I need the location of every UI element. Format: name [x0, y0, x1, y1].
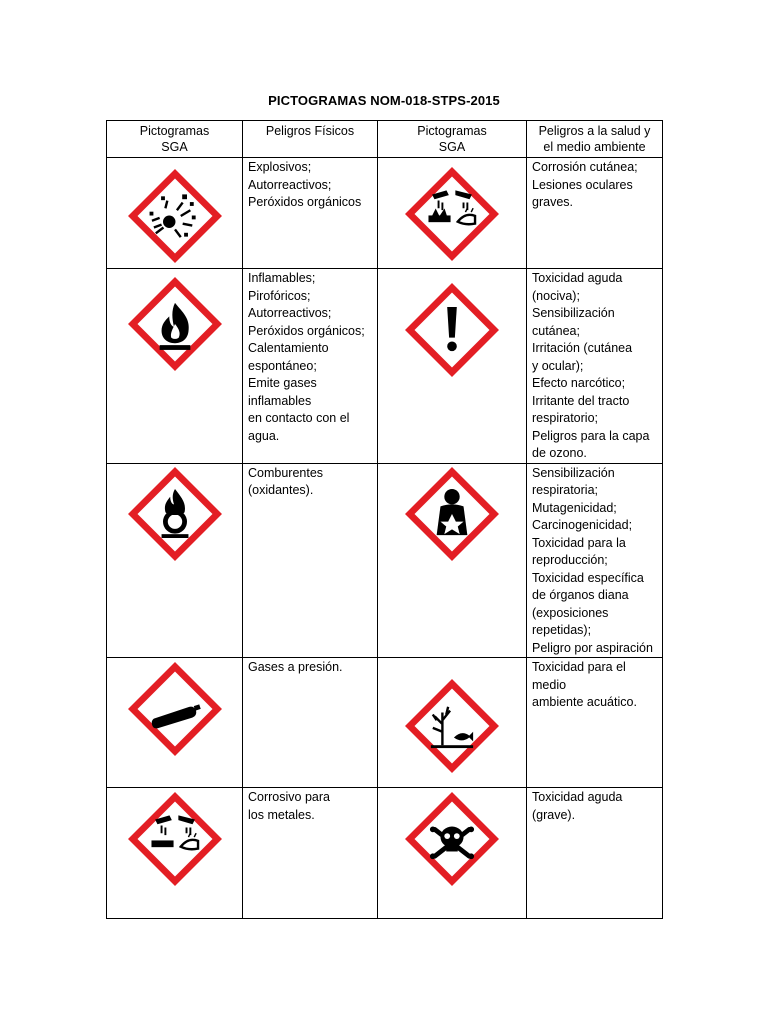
table-header-row	[107, 121, 663, 158]
header-pictogram-health: Pictogramas SGA	[378, 121, 527, 158]
table-row	[107, 463, 663, 658]
physical-hazard-text: Explosivos; Autorreactivos; Peróxidos orgánicos	[243, 158, 378, 269]
exclamation-icon	[404, 282, 500, 378]
corrosion-icon	[127, 791, 223, 887]
physical-hazard-text: Gases a presión.	[243, 658, 378, 788]
health-hazard-text: Toxicidad aguda (nociva); Sensibilización cutánea; Irritación (cutánea y ocular); Efecto narcótico; Irritante del tracto respiratorio; Peligros para la capa de ozono.	[527, 269, 663, 464]
health-hazard-text: Sensibilización respiratoria; Mutagenicidad; Carcinogenicidad; Toxicidad para la reproducción; Toxicidad específica de órganos diana (exposiciones repetidas); Peligro por aspiración	[527, 463, 663, 658]
environment-icon	[404, 678, 500, 774]
table-row	[107, 269, 663, 464]
health-hazard-text: Toxicidad para el medio ambiente acuático.	[527, 658, 663, 788]
explosive-icon	[127, 168, 223, 264]
health-hazard-icon	[404, 466, 500, 562]
physical-hazard-text: Corrosivo para los metales.	[243, 788, 378, 919]
flame-icon	[127, 276, 223, 372]
table-row	[107, 158, 663, 269]
header-health-hazards: Peligros a la salud y el medio ambiente	[527, 121, 663, 158]
table-row	[107, 788, 663, 919]
table-row	[107, 658, 663, 788]
corrosion-icon	[404, 166, 500, 262]
document-title: PICTOGRAMAS NOM-018-STPS-2015	[268, 93, 500, 108]
physical-hazard-text: Comburentes (oxidantes).	[243, 463, 378, 658]
flame-over-circle-icon	[127, 466, 223, 562]
pictogram-table	[106, 120, 663, 919]
health-hazard-text: Toxicidad aguda (grave).	[527, 788, 663, 919]
health-hazard-text: Corrosión cutánea; Lesiones oculares graves.	[527, 158, 663, 269]
skull-crossbones-icon	[404, 791, 500, 887]
header-physical-hazards: Peligros Físicos	[243, 121, 378, 158]
gas-cylinder-icon	[127, 661, 223, 757]
header-pictogram-physical: Pictogramas SGA	[107, 121, 243, 158]
physical-hazard-text: Inflamables; Pirofóricos; Autorreactivos; Peróxidos orgánicos; Calentamiento espontáneo; Emite gases inflamables en contacto con el agua.	[243, 269, 378, 464]
